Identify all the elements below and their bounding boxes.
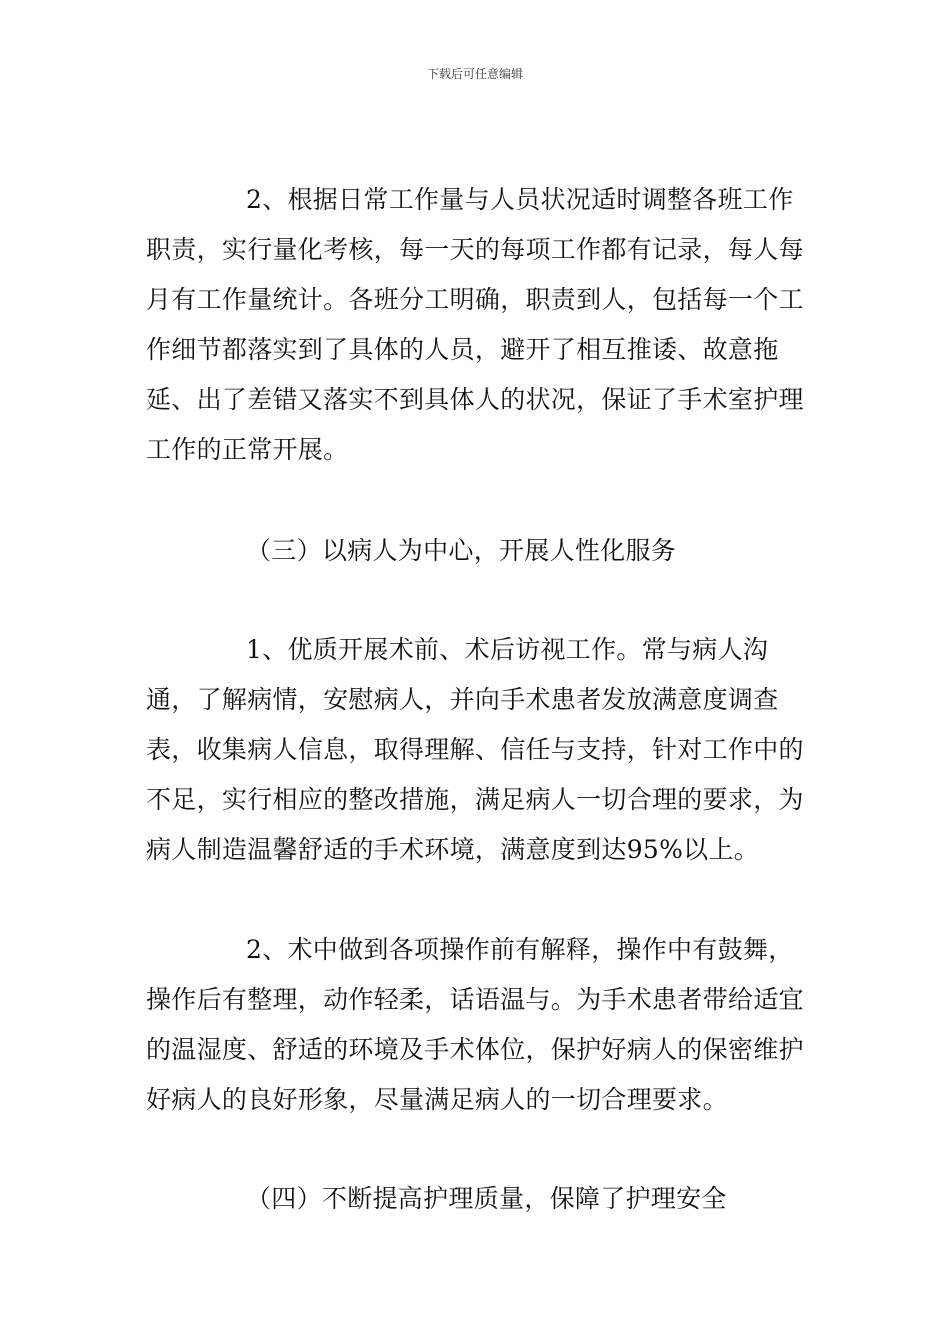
paragraph-workload: 2、根据日常工作量与人员状况适时调整各班工作职责，实行量化考核，每一天的每项工作都有记录，每人每月有工作量统计。各班分工明确，职责到人，包括每一个工作细节都落实到了具体的人员，避开了相互推诿、故意拖延、出了差错又落实不到具体人的状况，保证了手术室护理工作的正常开展。 xyxy=(146,185,804,464)
section-heading-3: （三）以病人为中心，开展人性化服务 xyxy=(246,536,677,565)
paragraph-preop-visit: 1、优质开展术前、术后访视工作。常与病人沟通，了解病情，安慰病人，并向手术患者发放满意度调查表，收集病人信息，取得理解、信任与支持，针对工作中的不足，实行相应的整改措施，满足病人一切合理的要求，为病人制造温馨舒适的手术环境，满意度到达95%以上。 xyxy=(146,635,804,864)
section-heading-4: （四）不断提高护理质量，保障了护理安全 xyxy=(246,1184,727,1213)
page-header: 下载后可任意编辑 xyxy=(426,67,523,81)
paragraph-intraop-care: 2、术中做到各项操作前有解释，操作中有鼓舞，操作后有整理，动作轻柔，话语温与。为手术患者带给适宜的温湿度、舒适的环境及手术体位，保护好病人的保密维护好病人的良好形象，尽量满足病人的一切合理要求。 xyxy=(146,935,804,1114)
